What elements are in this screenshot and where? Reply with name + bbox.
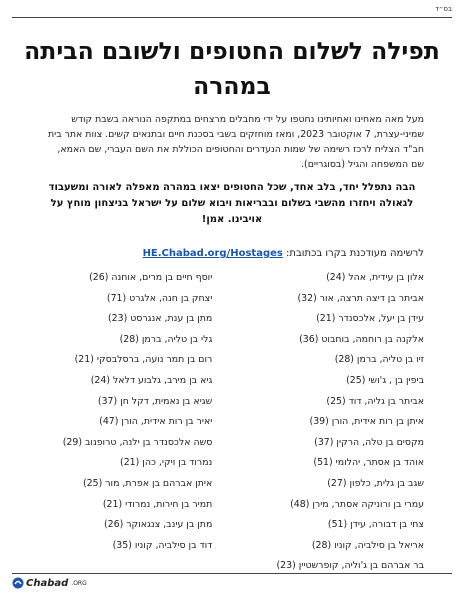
hostage-name-item: תמיר בן חירות, נמרודי (21) xyxy=(102,498,213,510)
hostage-name-item: עידן בן יעל, אלכסנדר (21) xyxy=(316,313,424,325)
names-column-right xyxy=(240,268,424,577)
hostage-name-item: יצחק בן חנה, אלגרט (71) xyxy=(106,292,213,304)
hostage-name-item: שגיא בן נאמית, דקל חן (37) xyxy=(97,395,213,407)
bottom-divider xyxy=(12,573,452,574)
hostage-name-item: מקסים בן טלה, הרקין (37) xyxy=(314,436,424,448)
logo-text: Chabad xyxy=(26,577,69,589)
hostage-names xyxy=(40,268,424,577)
hostage-name-item: מתן בן עינב, צנגאוקר (26) xyxy=(104,519,213,531)
hostage-name-item: נמרוד בן ויקי, כהן (21) xyxy=(120,457,213,469)
hostage-name-item: מתן בן ענת, אנגרסט (23) xyxy=(107,313,213,325)
hostage-name-item: זיו בן טליה, ברמן (28) xyxy=(334,354,424,366)
hostage-name-item: גיא בן מירב, גלבוע דלאל (24) xyxy=(90,374,213,386)
hostage-name-item: בר אברהם בן ג'וליה, קופרשטיין (23) xyxy=(276,560,424,572)
top-divider xyxy=(12,17,452,18)
page-title: תפילה לשלום החטופים ולשובם הביתה במהרה xyxy=(24,37,440,100)
hostage-name-item: סשה אלכסנדר בן ילנה, טרופנוב (29) xyxy=(62,436,213,448)
hostage-name-item: אביתר בן גליה, דוד (25) xyxy=(326,395,424,407)
chabad-logo-icon xyxy=(12,577,24,589)
hostage-name-item: שגב בן גלית, כלפון (27) xyxy=(327,477,424,489)
names-column-left xyxy=(40,268,224,577)
hostage-name-item: אביתר בן דיצה תרצה, אור (32) xyxy=(297,292,424,304)
hostage-name-item: אוהד בן אסתר, יהלומי (51) xyxy=(313,457,424,469)
prayer-text: הבה נתפלל יחד, בלב אחד, שכל החטופים יצאו במהרה מאפלה לאורה ומשעבוד לגאולה ויחזרו מהשבי בשלום ובבריאות ויבוא שלום על ישראל בניצחון מוחץ על אויבינו. אמן! xyxy=(48,182,416,225)
hostage-name-item: איתן בן רות אידית, הורן (39) xyxy=(309,416,424,428)
hostage-name-item: אלון בן עידית, אהל (24) xyxy=(326,272,424,283)
hostage-name-item: יוסף חיים בן מרים, אוחנה (26) xyxy=(89,272,213,283)
hostage-name-item: איתן אברהם בן אפרת, מור (25) xyxy=(82,477,213,489)
list-link-row xyxy=(40,247,424,261)
hostage-name-item: אלקנה בן רוחמה, בוחבוט (36) xyxy=(299,333,424,345)
bsd-header: בס״ד xyxy=(435,5,452,13)
hostage-name-item: אריאל בן סילביה, קוניו (28) xyxy=(311,539,424,551)
logo-suffix: .ORG xyxy=(71,579,87,587)
hostages-link[interactable]: HE.Chabad.org/Hostages xyxy=(142,248,283,259)
chabad-logo xyxy=(12,577,87,589)
hostage-name-item: רום בן תמר נועה, ברסלבסקי (21) xyxy=(74,354,213,366)
hostage-name-item: דוד בן סילביה, קוניו (35) xyxy=(112,539,213,551)
hostage-name-item: יאיר בן רות אידית, הורן (47) xyxy=(99,416,213,428)
intro-paragraph: מעל מאה מאחינו ואחיותינו נחטפו על ידי מחבלים מרצחים במתקפה הנוראה בשבת קודש שמיני-עצרת, 7 אוקטובר 2023, ומאז מוחזקים בשבי בסכנת חיים ובתנאים קשים. צוות אתר בית חב"ד הצליח לרכז רשימה של שמות הנעדרים והחטופים הכוללת את השם העברי, שם האמא, שם המשפחה והגיל (בסוגריים). xyxy=(47,114,424,170)
hostage-name-item: צחי בן דבורה, עידן (51) xyxy=(327,519,424,531)
hostage-name-item: ביפין בן , ג'ושי (25) xyxy=(346,374,424,386)
hostage-name-item: עמרי בן ורוניקה אסתר, מירן (48) xyxy=(290,498,424,510)
link-prefix: לרשימה מעודכנת בקרו בכתובת: xyxy=(286,248,424,259)
hostage-name-item: גלי בן טליה, ברמן (28) xyxy=(119,333,213,345)
